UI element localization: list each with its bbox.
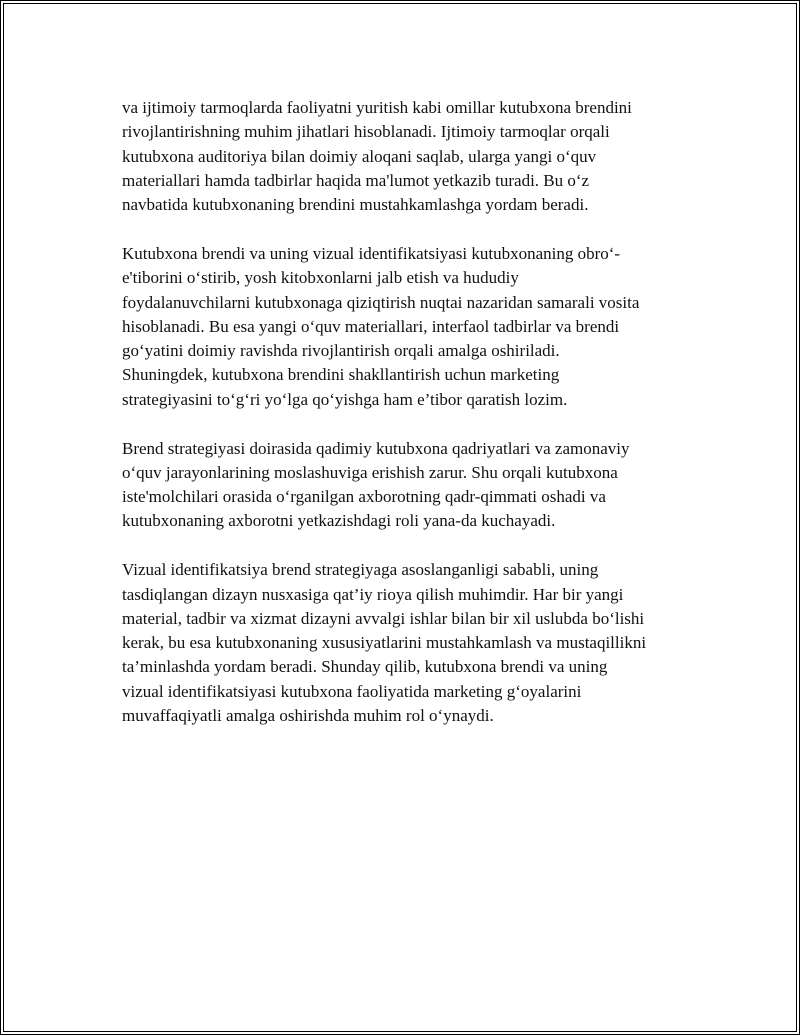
- text-line: iste'molchilari orasida o‘rganilgan axborotning qadr-qimmati oshadi va: [122, 487, 606, 507]
- text-line: material, tadbir va xizmat dizayni avvalgi ishlar bilan bir xil uslubda bo‘lishi: [122, 608, 645, 628]
- text-line: go‘yatini doimiy ravishda rivojlantirish orqali amalga oshiriladi.: [122, 341, 560, 361]
- text-line: ta’minlashda yordam beradi. Shunday qilib, kutubxona brendi va uning: [122, 657, 608, 677]
- text-line: materiallari hamda tadbirlar haqida ma'lumot yetkazib turadi. Bu o‘z: [122, 170, 590, 190]
- text-line: Shuningdek, kutubxona brendini shakllantirish uchun marketing: [122, 365, 560, 385]
- paragraph-1: [122, 96, 702, 217]
- text-line: o‘quv jarayonlarining moslashuviga erishish zarur. Shu orqali kutubxona: [122, 462, 618, 482]
- text-line: e'tiborini o‘stirib, yosh kitobxonlarni jalb etish va hududiy: [122, 268, 519, 288]
- text-line: Vizual identifikatsiya brend strategiyaga asoslanganligi sababli, uning: [122, 560, 599, 580]
- text-line: Kutubxona brendi va uning vizual identifikatsiyasi kutubxonaning obro‘-: [122, 243, 621, 263]
- text-line: kutubxonaning axborotni yetkazishdagi roli yana-da kuchayadi.: [122, 511, 556, 531]
- text-line: navbatida kutubxonaning brendini mustahkamlashga yordam beradi.: [122, 195, 589, 215]
- text-line: kutubxona auditoriya bilan doimiy aloqani saqlab, ularga yangi o‘quv: [122, 146, 597, 166]
- text-line: va ijtimoiy tarmoqlarda faoliyatni yuritish kabi omillar kutubxona brendini: [122, 98, 632, 117]
- text-line: foydalanuvchilarni kutubxonaga qiziqtirish nuqtai nazaridan samarali vosita: [122, 292, 640, 312]
- document-body: [122, 96, 702, 753]
- paragraph-2: [122, 242, 702, 412]
- text-line: tasdiqlangan dizayn nusxasiga qat’iy rioya qilish muhimdir. Har bir yangi: [122, 584, 624, 604]
- paragraph-4: [122, 558, 702, 728]
- text-line: muvaffaqiyatli amalga oshirishda muhim rol o‘ynaydi.: [122, 706, 494, 726]
- text-line: vizual identifikatsiyasi kutubxona faoliyatida marketing g‘oyalarini: [122, 681, 582, 701]
- text-line: strategiyasini to‘g‘ri yo‘lga qo‘yishga ham e’tibor qaratish lozim.: [122, 389, 568, 409]
- text-line: hisoblanadi. Bu esa yangi o‘quv materiallari, interfaol tadbirlar va brendi: [122, 316, 620, 336]
- paragraph-3: [122, 437, 702, 534]
- text-line: Brend strategiyasi doirasida qadimiy kutubxona qadriyatlari va zamonaviy: [122, 438, 630, 458]
- text-line: kerak, bu esa kutubxonaning xususiyatlarini mustahkamlash va mustaqillikni: [122, 633, 647, 653]
- text-line: rivojlantirishning muhim jihatlari hisoblanadi. Ijtimoiy tarmoqlar orqali: [122, 122, 610, 142]
